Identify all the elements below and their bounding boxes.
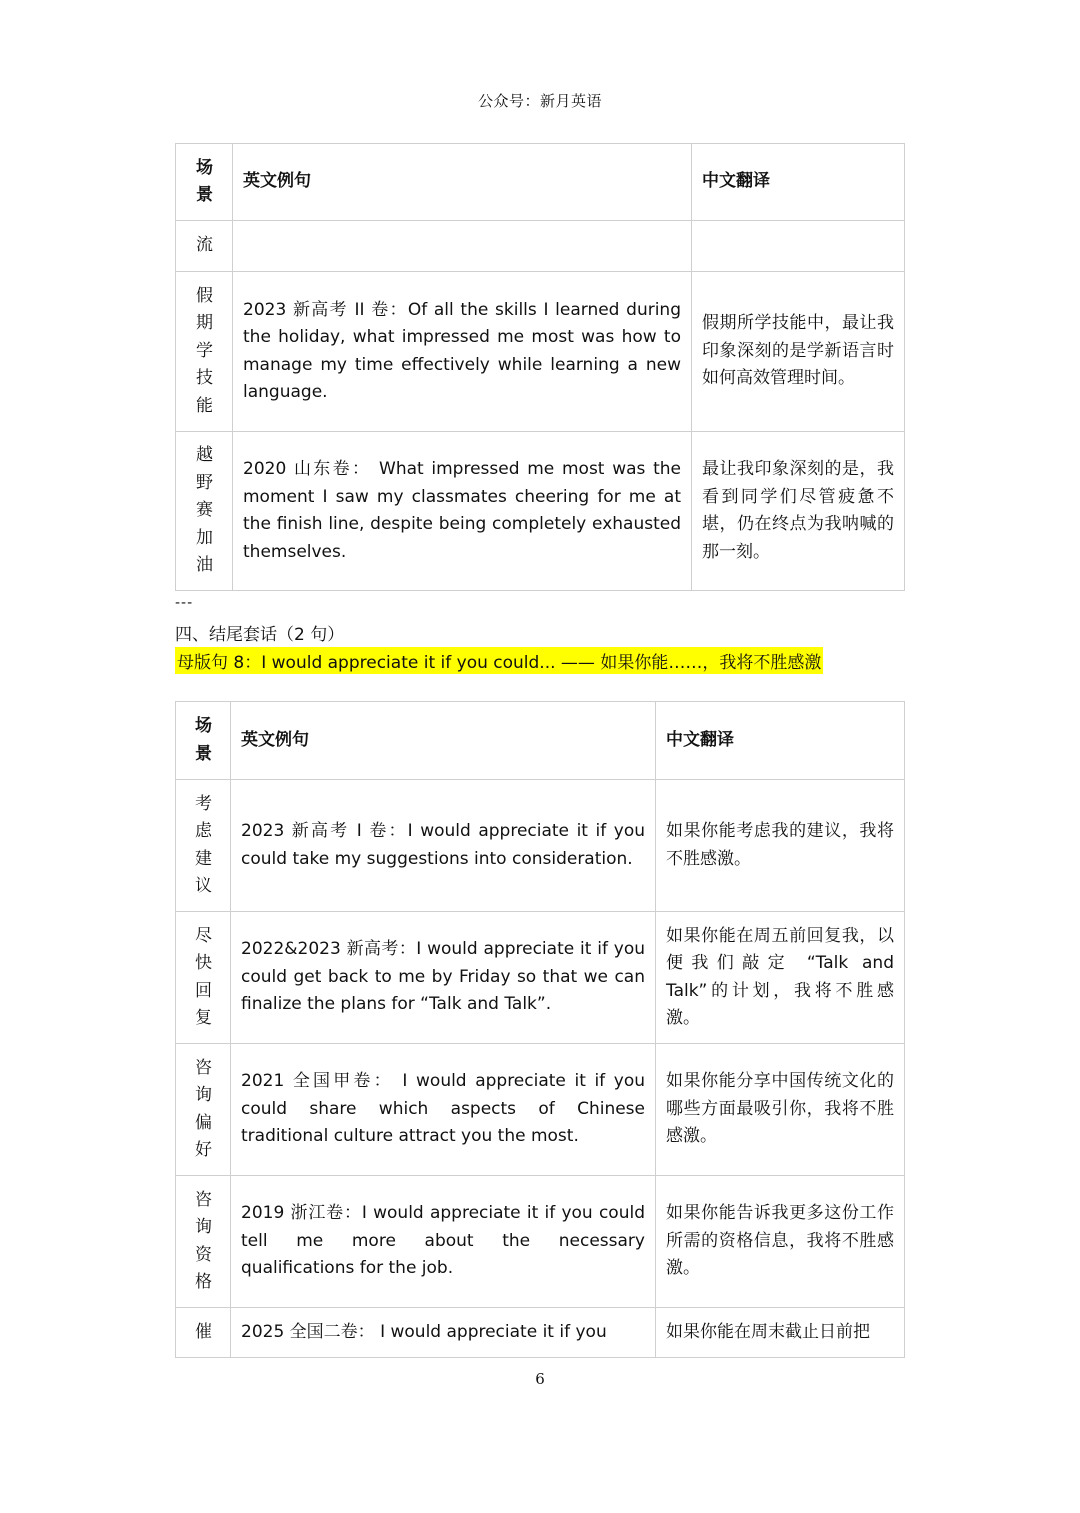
table-row [176, 1044, 905, 1176]
table-row [176, 272, 905, 432]
chinese-cell: 如果你能分享中国传统文化的哪些方面最吸引你，我将不胜感激。 [656, 1044, 905, 1176]
chinese-cell: 如果你能告诉我更多这份工作所需的资格信息，我将不胜感激。 [656, 1176, 905, 1308]
section-title: 四、结尾套话（2 句） [175, 625, 345, 645]
english-cell: 2020 山东卷： What impressed me most was the moment I saw my classmates cheering for me at the finish line, despite being completely exhausted themselves. [233, 432, 692, 591]
table-row [176, 221, 905, 272]
table-row [176, 1308, 905, 1358]
english-cell: 2021 全国甲卷： I would appreciate it if you could share which aspects of Chinese traditional culture attract you the most. [231, 1044, 656, 1176]
english-cell: 2023 新高考 II 卷：Of all the skills I learned during the holiday, what impressed me most was how to manage my time effectively while learning a new language. [233, 272, 692, 432]
english-cell: 2019 浙江卷：I would appreciate it if you could tell me more about the necessary qualifications for the job. [231, 1176, 656, 1308]
scene-cell: 流 [176, 221, 233, 272]
scene-cell: 考虑建议 [176, 780, 231, 912]
chinese-cell: 最让我印象深刻的是，我看到同学们尽管疲惫不堪，仍在终点为我呐喊的那一刻。 [692, 432, 905, 591]
chinese-cell: 如果你能在周末截止日前把 [656, 1308, 905, 1358]
chinese-cell: 如果你能考虑我的建议，我将不胜感激。 [656, 780, 905, 912]
table-row [176, 780, 905, 912]
header-chinese: 中文翻译 [656, 702, 905, 780]
header-english: 英文例句 [231, 702, 656, 780]
header-english: 英文例句 [233, 144, 692, 221]
chinese-cell: 如果你能在周五前回复我，以便我们敲定 “Talk and Talk”的计划，我将不胜感激。 [656, 912, 905, 1044]
table-row [176, 432, 905, 591]
english-cell: 2022&2023 新高考：I would appreciate it if you could get back to me by Friday so that we can finalize the plans for “Talk and Talk”. [231, 912, 656, 1044]
scene-cell: 尽快回复 [176, 912, 231, 1044]
example-table-1 [175, 143, 905, 591]
header-chinese: 中文翻译 [692, 144, 905, 221]
example-table-2 [175, 701, 905, 1358]
chinese-cell [692, 221, 905, 272]
table-row [176, 912, 905, 1044]
separator: --- [175, 595, 194, 611]
chinese-cell: 假期所学技能中，最让我印象深刻的是学新语言时如何高效管理时间。 [692, 272, 905, 432]
english-cell: 2025 全国二卷： I would appreciate it if you [231, 1308, 656, 1358]
header-scene: 场景 [176, 144, 233, 221]
table-row [176, 1176, 905, 1308]
scene-cell: 越野赛加油 [176, 432, 233, 591]
english-cell [233, 221, 692, 272]
scene-cell: 咨询资格 [176, 1176, 231, 1308]
page-number: 6 [535, 1370, 545, 1388]
table-header-row [176, 702, 905, 780]
table-header-row [176, 144, 905, 221]
scene-cell: 假期学技能 [176, 272, 233, 432]
scene-cell: 催 [176, 1308, 231, 1358]
scene-cell: 咨询偏好 [176, 1044, 231, 1176]
page-header: 公众号：新月英语 [477, 92, 602, 110]
english-cell: 2023 新高考 I 卷：I would appreciate it if you could take my suggestions into consideration. [231, 780, 656, 912]
highlighted-template-sentence: 母版句 8：I would appreciate it if you could... —— 如果你能……，我将不胜感激 [175, 647, 823, 674]
header-scene: 场景 [176, 702, 231, 780]
